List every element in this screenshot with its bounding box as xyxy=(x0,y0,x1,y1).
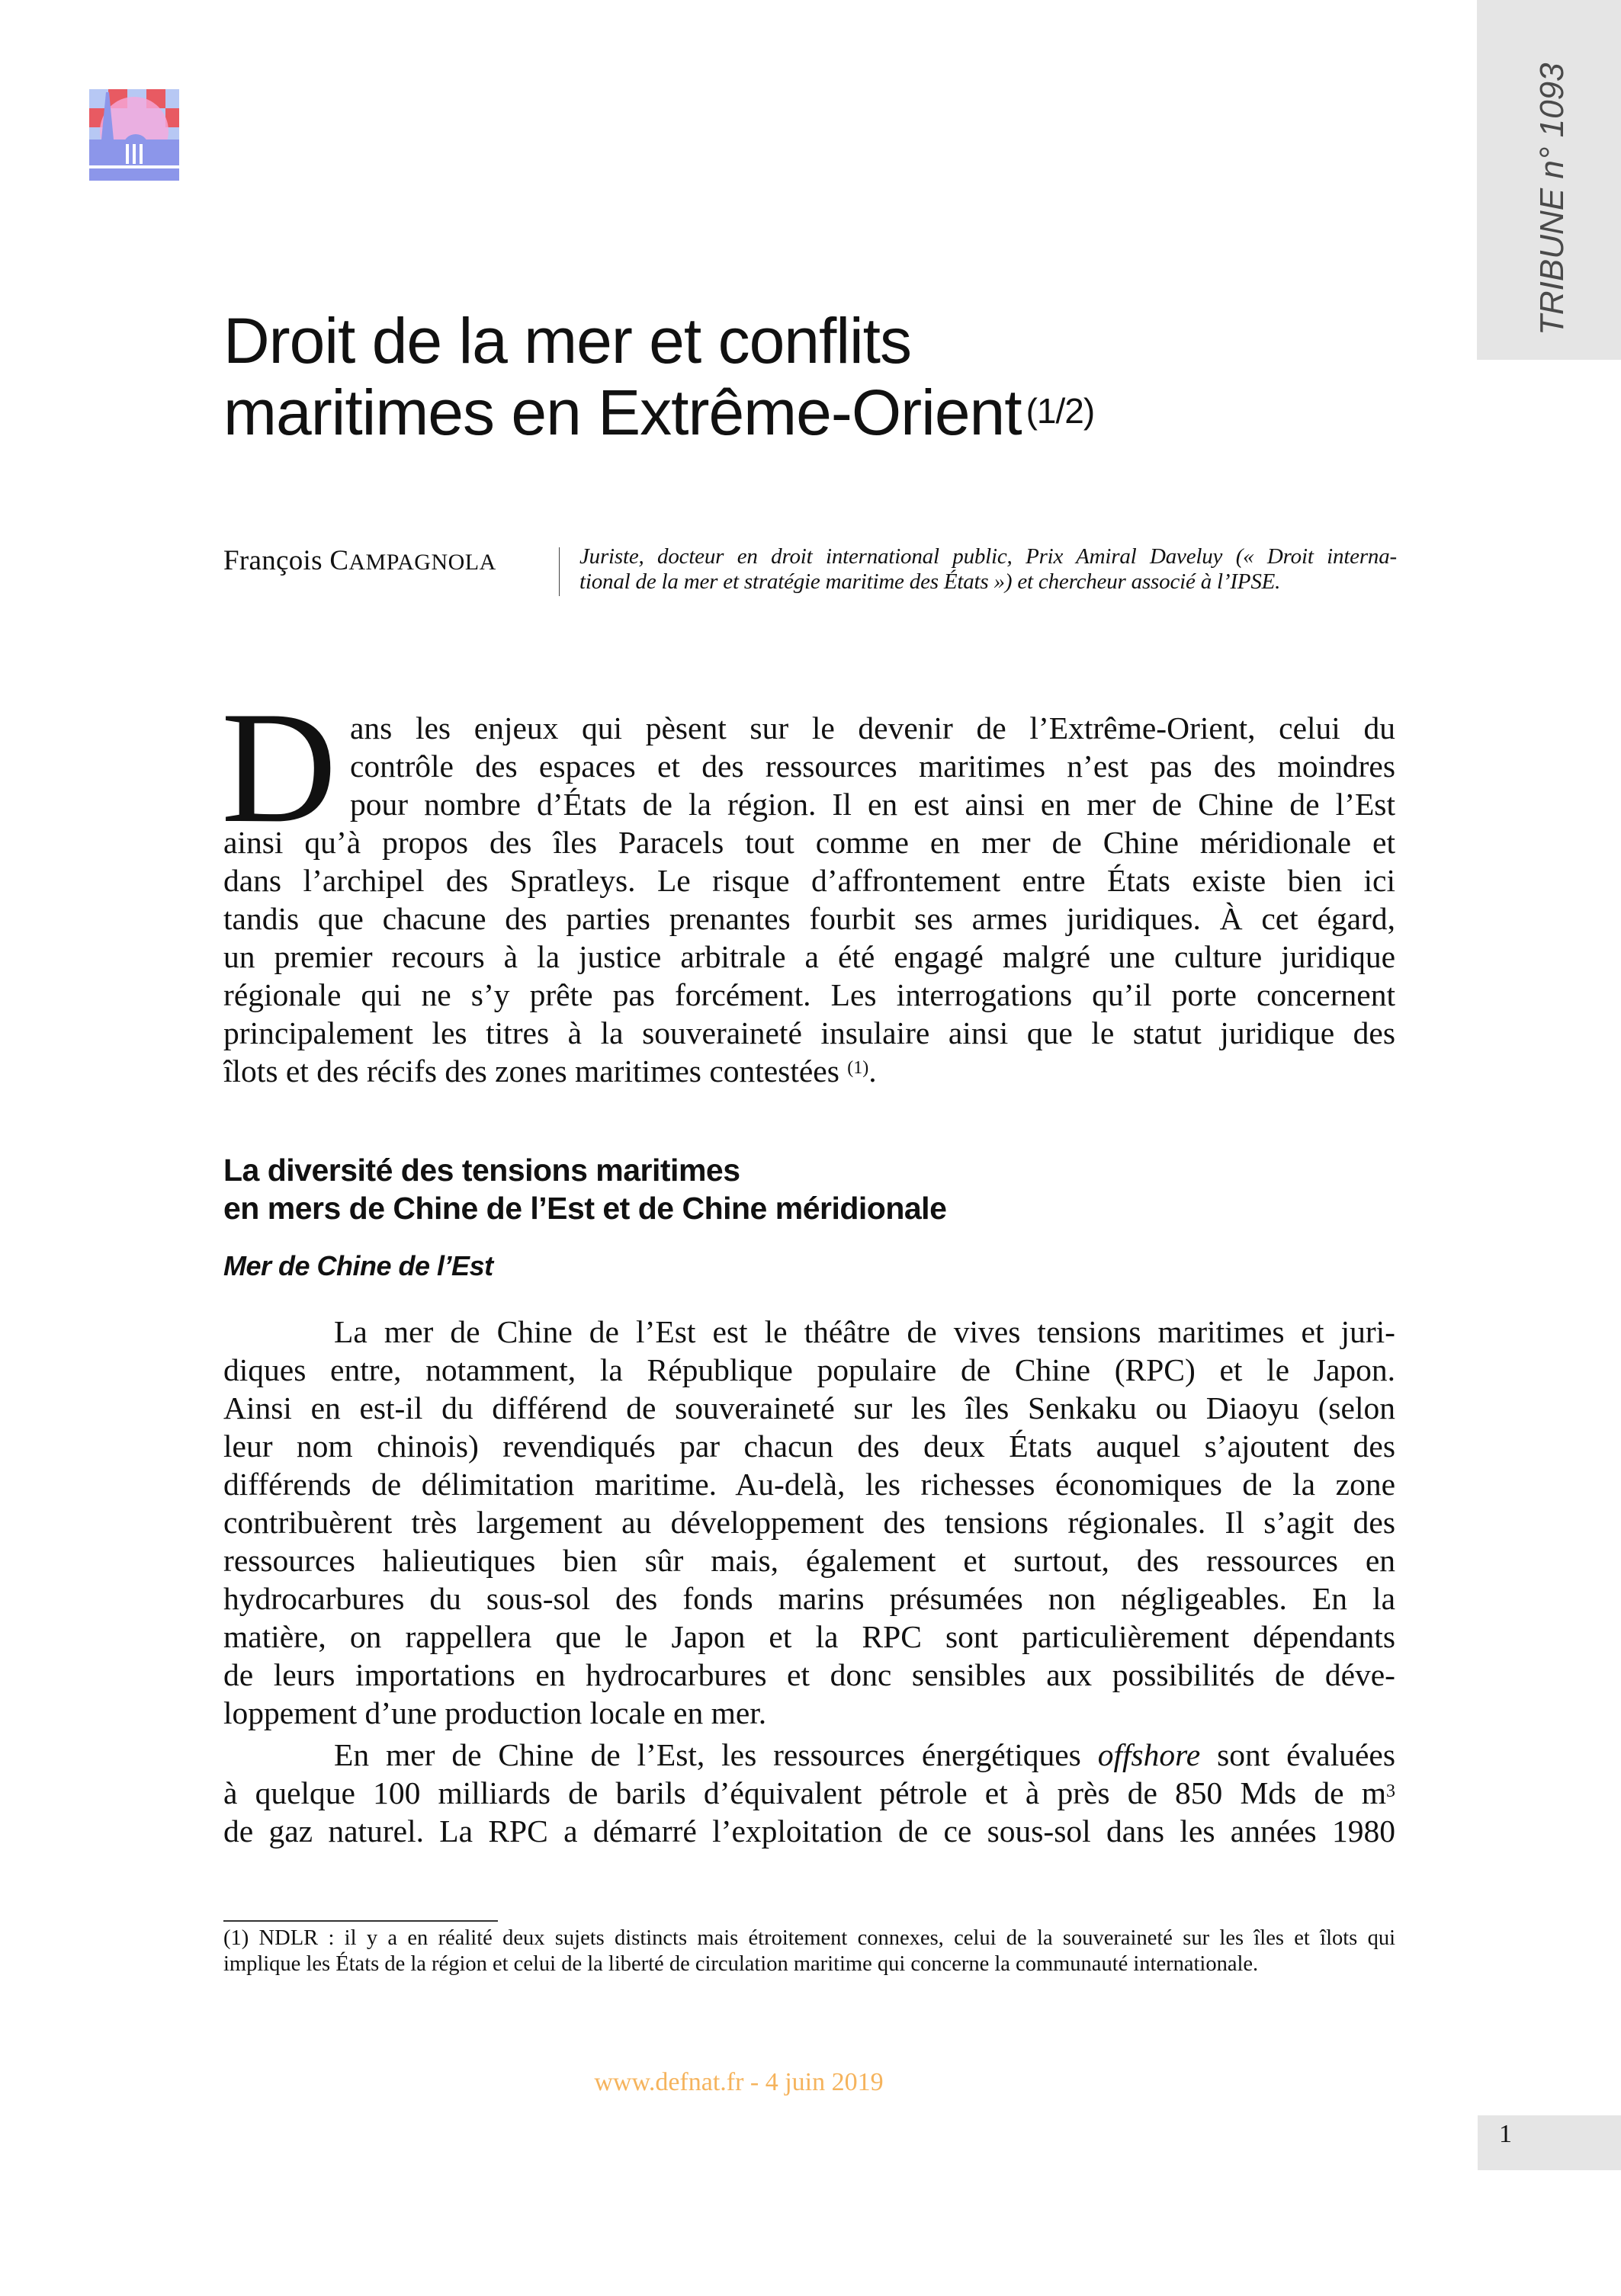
text-line: îlots et des récifs des zones maritimes contestées $^{(1)}$. xyxy=(223,1053,877,1089)
text-line: loppement d’une production locale en mer. xyxy=(223,1695,767,1730)
defnat-logo xyxy=(89,89,179,181)
drop-cap: D xyxy=(221,679,337,856)
footnote-line: (1) NDLR : il y a en réalité deux sujets distincts mais étroitement connexes, celui de la souveraineté sur les îles et îlots qui xyxy=(223,1926,1395,1950)
text-line: leur nom chinois) revendiqués par chacun des deux États auquel s’ajoutent des xyxy=(223,1429,1395,1464)
text-line: contrôle des espaces et des ressources maritimes n’est pas des moindres xyxy=(350,749,1395,784)
text-line: contribuèrent très largement au développement des tensions régionales. Il s’agit des xyxy=(223,1505,1395,1540)
superscript-3: 3 xyxy=(1386,1781,1395,1801)
paragraph-1 xyxy=(223,1313,1395,1732)
text-line: un premier recours à la justice arbitrale a été engagé malgré une culture juridique xyxy=(223,939,1395,974)
author-name: François CAMPAGNOLA xyxy=(223,545,496,576)
footnote-rule xyxy=(223,1920,498,1922)
section-heading-line-2: en mers de Chine de l’Est et de Chine méridionale xyxy=(223,1191,947,1226)
text-line: ressources halieutiques bien sûr mais, également et surtout, des ressources en xyxy=(223,1543,1395,1578)
sub-heading: Mer de Chine de l’Est xyxy=(223,1250,493,1281)
text-line: différends de délimitation maritime. Au-delà, les richesses économiques de la zone xyxy=(223,1467,1395,1502)
text-line: régionale qui ne s’y prête pas forcément. Les interrogations qu’il porte concernent xyxy=(223,977,1395,1012)
text-line: de gaz naturel. La RPC a démarré l’exploitation de ce sous-sol dans les années 1980 xyxy=(223,1813,1395,1849)
page-number: 1 xyxy=(1499,2120,1512,2148)
logo-image xyxy=(89,89,179,181)
tribune-number: TRIBUNE n° 1093 xyxy=(1533,63,1571,335)
bio-line: tional de la mer et stratégie maritime des États ») et chercheur associé à l’IPSE. xyxy=(579,569,1281,594)
bio-line: Juriste, docteur en droit international public, Prix Amiral Daveluy (« Droit interna- xyxy=(579,544,1397,569)
paragraph-2 xyxy=(223,1736,1395,1850)
section-heading-line-1: La diversité des tensions maritimes xyxy=(223,1153,740,1188)
text-line: de leurs importations en hydrocarbures et donc sensibles aux possibilités de déve- xyxy=(223,1657,1395,1692)
section-heading xyxy=(223,1151,946,1227)
text-line: matière, on rappellera que le Japon et la RPC sont particulièrement dépendants xyxy=(223,1619,1395,1654)
article-title xyxy=(223,305,1094,448)
text-line: En mer de Chine de l’Est, les ressources énergétiques offshore sont évaluées xyxy=(334,1737,1395,1772)
title-line-1: Droit de la mer et conflits xyxy=(223,305,912,377)
text-line: pour nombre d’États de la région. Il en est ainsi en mer de Chine de l’Est xyxy=(350,787,1395,822)
italic-term: offshore xyxy=(1097,1737,1201,1772)
footnote-reference[interactable]: (1) xyxy=(847,1058,869,1078)
intro-paragraph xyxy=(223,709,1395,1090)
text-line: tandis que chacune des parties prenantes fourbit ses armes juridiques. À cet égard, xyxy=(223,901,1395,936)
footnote xyxy=(223,1926,1395,1977)
text-line: principalement les titres à la souveraineté insulaire ainsi que le statut juridique des xyxy=(223,1015,1395,1050)
text-line: à quelque 100 milliards de barils d’équivalent pétrole et à près de 850 Mds de $m^3$ xyxy=(223,1775,1395,1810)
text-line: dans l’archipel des Spratleys. Le risque d’affrontement entre États existe bien ici xyxy=(223,863,1395,898)
title-line-2: maritimes en Extrême-Orient $^{(1/2)}$ xyxy=(223,377,1095,448)
footnote-line: implique les États de la région et celui de la liberté de circulation maritime qui concerne la communauté internationale. xyxy=(223,1952,1259,1976)
text-line: Ainsi en est-il du différend de souveraineté sur les îles Senkaku ou Diaoyu (selon xyxy=(223,1390,1395,1425)
text-line: ainsi qu’à propos des îles Paracels tout comme en mer de Chine méridionale et xyxy=(223,825,1395,860)
author-bio xyxy=(579,544,1397,595)
text-line: La mer de Chine de l’Est est le théâtre de vives tensions maritimes et juri- xyxy=(334,1314,1395,1349)
text-line: diques entre, notamment, la République populaire de Chine (RPC) et le Japon. xyxy=(223,1352,1395,1387)
footer-website-date[interactable]: www.defnat.fr - 4 juin 2019 xyxy=(594,2068,884,2096)
title-part-indicator: (1/2) xyxy=(1026,391,1095,431)
text-line: ans les enjeux qui pèsent sur le devenir de l’Extrême-Orient, celui du xyxy=(350,710,1395,746)
author-separator xyxy=(559,547,560,596)
text-line: hydrocarbures du sous-sol des fonds marins présumées non négligeables. En la xyxy=(223,1581,1395,1616)
